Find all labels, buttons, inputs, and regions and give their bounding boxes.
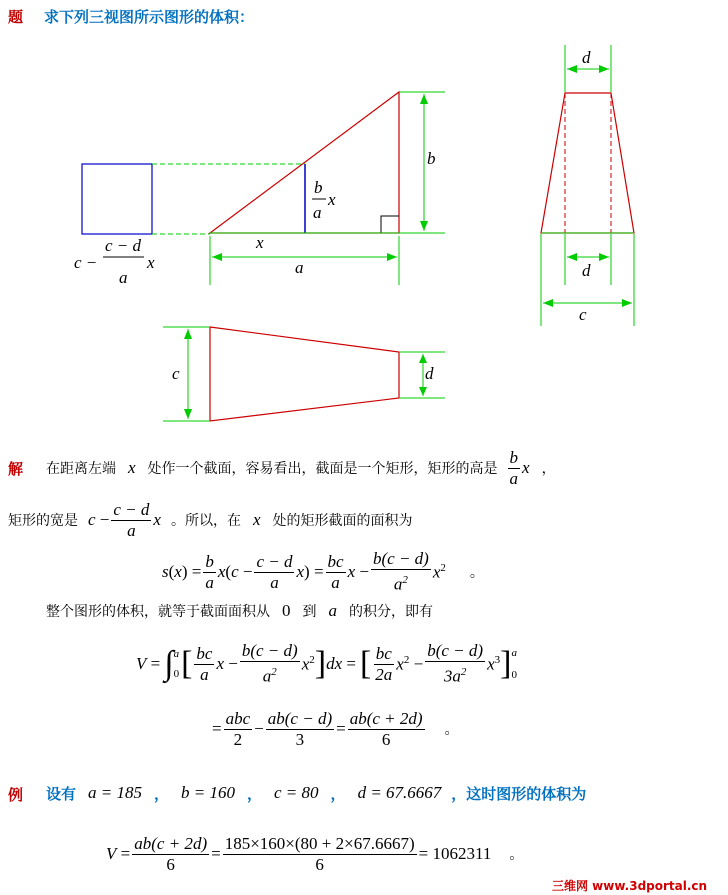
area-formula: s(x) = $\frac{b}{a}$ x(c − $\frac{c - d}{a}$ x) = $\frac{bc}{a}$ x − $\frac{b(c - d)}{a^2}$ $x^2$ 。 [162,549,484,594]
label-c-end: c [579,305,587,324]
label-a-den: a [313,203,322,222]
label-d-top-view: d [425,364,434,383]
problem-title: 求下列三视图所示图形的体积： [44,8,255,26]
problem-tag: 题 [8,8,24,26]
label-x2: x [147,253,155,272]
label-d-bottom: d [582,261,591,280]
side-view-square [82,164,152,234]
example-tag: 例 [8,786,24,804]
label-x-frac: x [328,190,336,209]
label-x: x [256,233,264,252]
solution-line-3: 整个图形的体积，就等于截面面积从 0 到 a 的积分，即有 [46,601,433,620]
solution-line-1: 在距离左端 x 处作一个截面，容易看出，截面是一个矩形，矩形的高是 $\frac{b}{a}$ x ， [46,447,556,488]
three-view-figure [0,0,728,440]
label-b-num: b [314,178,323,197]
label-c-top-view: c [172,364,180,383]
right-angle-mark [381,216,399,233]
label-c-minus-d: c − d [105,236,142,255]
solution-tag: 解 [8,460,24,478]
label-c-minus: c − [74,253,98,272]
example-line: 设有 a = 185 ， b = 160 ， c = 80 ， d = 67.6667 ，这时图形的体积为 [46,783,587,803]
watermark: 三维网 www.3dportal.cn [552,879,708,893]
label-a: a [295,258,304,277]
solution-line-2: 矩形的宽是 c − $\frac{c - d}{a}$ x 。所以，在 x 处的矩形截面的面积为 [8,499,413,540]
label-d-top: d [582,48,591,67]
label-b: b [427,149,436,168]
example-formula: V = $\frac{ab(c + 2d)}{6}$ = $\frac{185\times 160\times(80 + 2\times 67.6667)}{6}$ = 1062311 。 [106,833,524,874]
label-a-den2: a [119,268,128,287]
top-view-trapezoid [210,327,399,421]
volume-result: = $\frac{\text{abc}}{2}$ − $\frac{ab(c - d)}{3}$ = $\frac{ab(c + 2d)}{6}$ 。 [212,708,459,749]
end-view-trapezoid [541,93,634,233]
volume-integral: V = ∫ a 0 [ $\frac{bc}{a}$ x − $\frac{b(c - d)}{a^2}$ $x^2$ ] dx = [ $\frac{bc}{2a}$ $x^2$ − $\frac{b(c - d)}{3a^2}$ $x^3$ ] a 0 [136,641,517,686]
